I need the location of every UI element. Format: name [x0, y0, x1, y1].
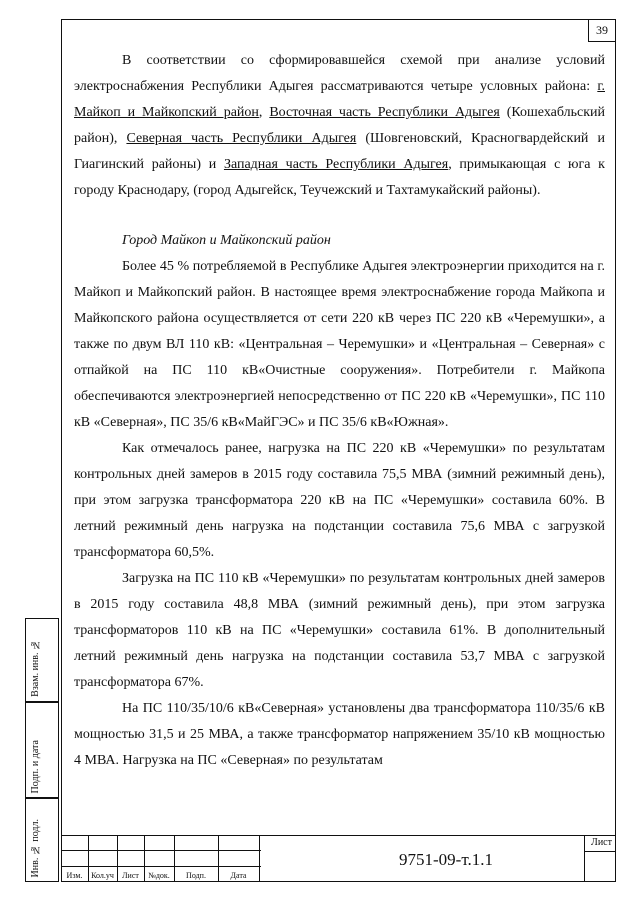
- sidebar-cell-inv: [25, 798, 59, 882]
- page-frame: [61, 19, 616, 882]
- stamp-col-podp: Подп.: [186, 871, 206, 880]
- document-body: [74, 48, 605, 774]
- sidebar-cell-vzam: [25, 618, 59, 702]
- stamp-col-kolych: Кол.уч: [91, 871, 114, 880]
- intro-text: (Шовгеновский, Красногвардейский и Гиагинский районы) и: [74, 131, 605, 172]
- sheet-label: Лист: [591, 837, 612, 848]
- region-west: Западная часть Республики Адыгея: [223, 157, 449, 172]
- section-heading: Город Майкоп и Майкопский район: [122, 233, 331, 248]
- approval-sidebar: [25, 618, 59, 882]
- sidebar-cell-podp: [25, 702, 59, 798]
- intro-text: В соответствии со сформировавшейся схемой при анализе условий электроснабжения Республики Адыгея рассматриваются четыре условных района:: [74, 53, 605, 94]
- intro-text: , примыкающая с юга к городу Краснодару, (город Адыгейск, Теучежский и Тахтамукайский районы).: [74, 157, 605, 198]
- sidebar-label-inv: Инв. № подл.: [30, 818, 41, 877]
- body-paragraph: На ПС 110/35/10/6 кВ«Северная» установлены два трансформатора 110/35/6 кВ мощностью 31,5 и 25 МВА, а также трансформатор напряжением 35/10 кВ мощностью 4 МВА. Нагрузка на ПС «Северная» по результатам: [74, 701, 605, 768]
- body-paragraph: Более 45 % потребляемой в Республике Адыгея электроэнергии приходится на г. Майкоп и Майкопский район. В настоящее время электроснабжение города Майкопа и Майкопского района осуществляется от сети 220 кВ через ПС 220 кВ «Черемушки», а также по двум ВЛ 110 кВ: «Центральная – Черемушки» и «Центральная – Северная» с отпайкой на ПС 110 кВ«Очистные сооружения». Потребители г. Майкопа обеспечиваются электроэнергией непосредственно от ПС 220 кВ «Черемушки», ПС 110 кВ «Северная», ПС 35/6 кВ«МайГЭС» и ПС 35/6 кВ«Южная».: [74, 259, 605, 430]
- intro-text: ,: [258, 105, 270, 120]
- body-paragraph: Загрузка на ПС 110 кВ «Черемушки» по результатам контрольных дней замеров в 2015 году составила 48,8 МВА (зимний режимный день), при этом загрузка трансформаторов 110 кВ на ПС «Черемушки» составила 61%. В дополнительный летний режимный день нагрузка на подстанции составила 53,7 МВА с загрузкой трансформатора 67%.: [74, 571, 605, 690]
- region-east: Восточная часть Республики Адыгея: [269, 105, 500, 120]
- stamp-col-ndok: №док.: [148, 871, 170, 880]
- intro-paragraph: [74, 48, 605, 204]
- stamp-col-izm: Изм.: [66, 871, 83, 880]
- sidebar-label-podp: Подп. и дата: [30, 739, 41, 793]
- intro-text: (Кошехабльский район),: [74, 105, 606, 146]
- stamp-col-list: Лист: [122, 871, 139, 880]
- body-paragraph: Как отмечалось ранее, нагрузка на ПС 220 кВ «Черемушки» по результатам контрольных дней замеров в 2015 году составила 75,5 МВА (зимний режимный день), при этом загрузка трансформатора 220 кВ на ПС «Черемушки» составила 60%. В летний режимный день нагрузка на подстанции составила 75,6 МВА с загрузкой трансформатора 60,5%.: [74, 441, 605, 560]
- region-north: Северная часть Республики Адыгея: [126, 131, 357, 146]
- page-number: 39: [588, 20, 615, 42]
- stamp-col-data: Дата: [230, 871, 247, 880]
- sidebar-label-vzam: Взам. инв. №: [30, 639, 41, 697]
- region-maykop: г. Майкоп и Майкопский район: [74, 79, 605, 120]
- title-block: [61, 835, 616, 882]
- document-number: 9751-09-т.1.1: [399, 850, 493, 869]
